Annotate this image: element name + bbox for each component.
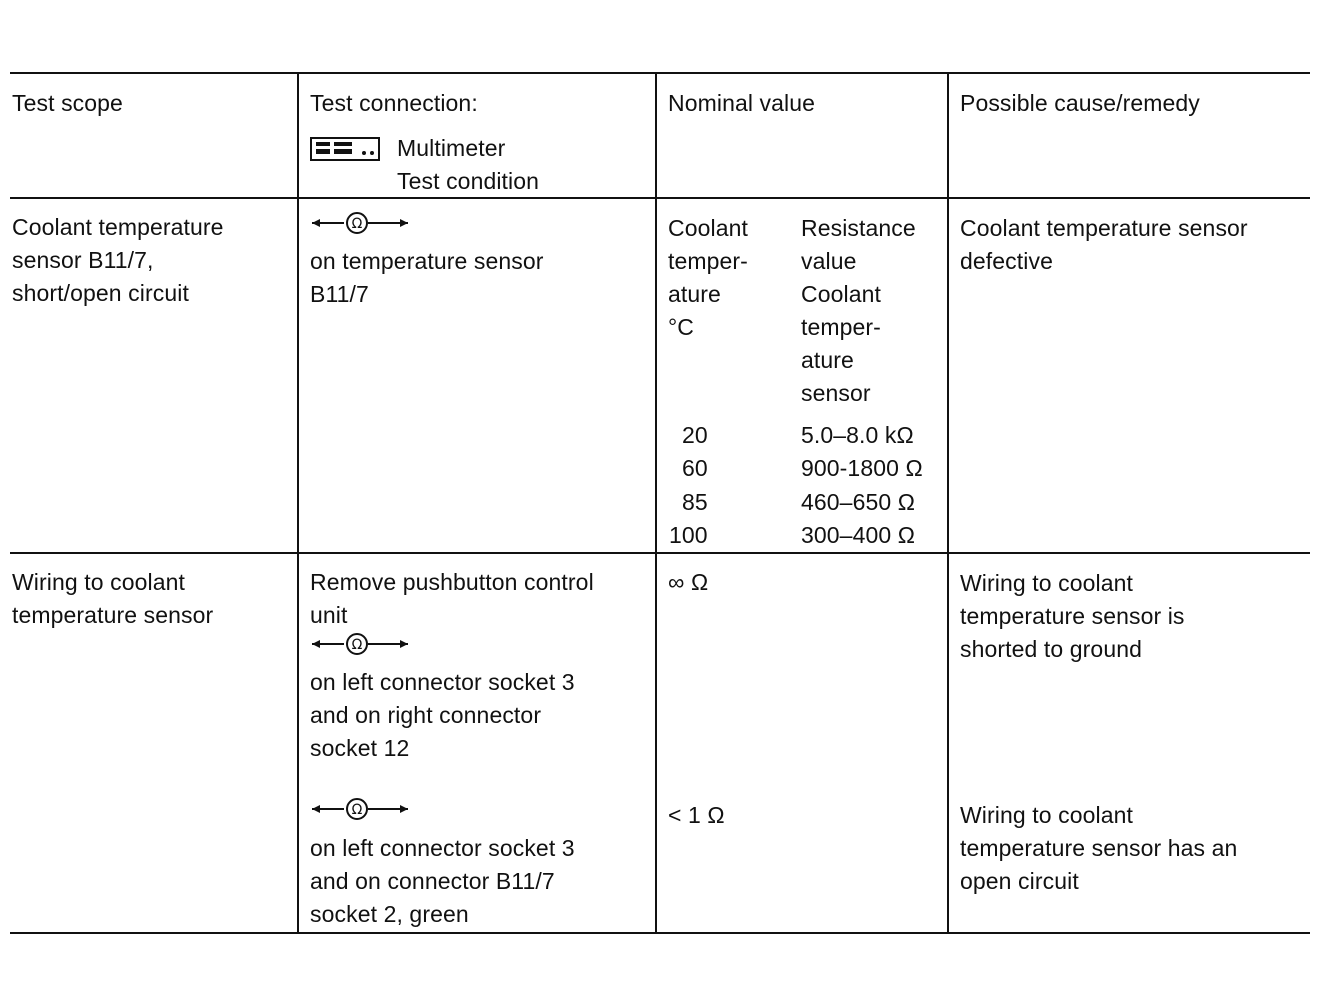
header-test-condition: Test condition	[397, 168, 540, 194]
row1-temp-value: 60	[682, 455, 708, 481]
row1-resistance-value: 900-1800 Ω	[801, 455, 923, 481]
row1-resistance-value: 460–650 Ω	[801, 489, 916, 515]
row2b-nominal: < 1 Ω	[668, 802, 725, 828]
multimeter-icon	[310, 137, 380, 161]
row1-temp-value: 100	[669, 522, 708, 548]
row1-test-scope: Coolant temperature sensor B11/7, short/open circuit	[12, 214, 224, 306]
header-test-connection: Test connection:	[310, 90, 478, 116]
row1-nominal-temp-header: Coolant temper- ature °C	[668, 215, 748, 340]
row1-nominal-resistance-header: Resistance value Coolant temper- ature sensor	[801, 215, 916, 406]
header-test-scope: Test scope	[12, 90, 123, 116]
table-top-rule	[10, 72, 1310, 74]
row1-connection-text: on temperature sensor B11/7	[310, 248, 544, 307]
column-divider-3	[947, 72, 949, 934]
column-divider-2	[655, 72, 657, 934]
row2a-nominal: ∞ Ω	[668, 569, 709, 595]
header-possible-cause: Possible cause/remedy	[960, 90, 1200, 116]
svg-text:Ω: Ω	[351, 216, 363, 232]
row2a-cause: Wiring to coolant temperature sensor is shorted to ground	[960, 570, 1185, 662]
header-nominal-value: Nominal value	[668, 90, 816, 116]
ohmmeter-symbol-icon	[310, 798, 410, 820]
table-bottom-rule	[10, 932, 1310, 934]
column-divider-1	[297, 72, 299, 934]
header-multimeter: Multimeter	[397, 135, 506, 161]
row2-test-scope: Wiring to coolant temperature sensor	[12, 569, 214, 628]
row2a-connection-text: on left connector socket 3 and on right connector socket 12	[310, 669, 575, 761]
row1-bottom-rule	[10, 552, 1310, 554]
row2-test-condition: Remove pushbutton control unit	[310, 569, 594, 628]
row1-cause: Coolant temperature sensor defective	[960, 215, 1248, 274]
row1-resistance-value: 5.0–8.0 kΩ	[801, 422, 914, 448]
row1-temp-value: 20	[682, 422, 708, 448]
svg-text:Ω: Ω	[351, 802, 363, 818]
ohmmeter-symbol-icon	[310, 212, 410, 234]
ohmmeter-symbol-icon	[310, 633, 410, 655]
header-bottom-rule	[10, 197, 1310, 199]
row2b-cause: Wiring to coolant temperature sensor has an open circuit	[960, 802, 1238, 894]
row1-resistance-value: 300–400 Ω	[801, 522, 916, 548]
row2b-connection-text: on left connector socket 3 and on connector B11/7 socket 2, green	[310, 835, 575, 927]
row1-temp-value: 85	[682, 489, 708, 515]
svg-text:Ω: Ω	[351, 637, 363, 653]
